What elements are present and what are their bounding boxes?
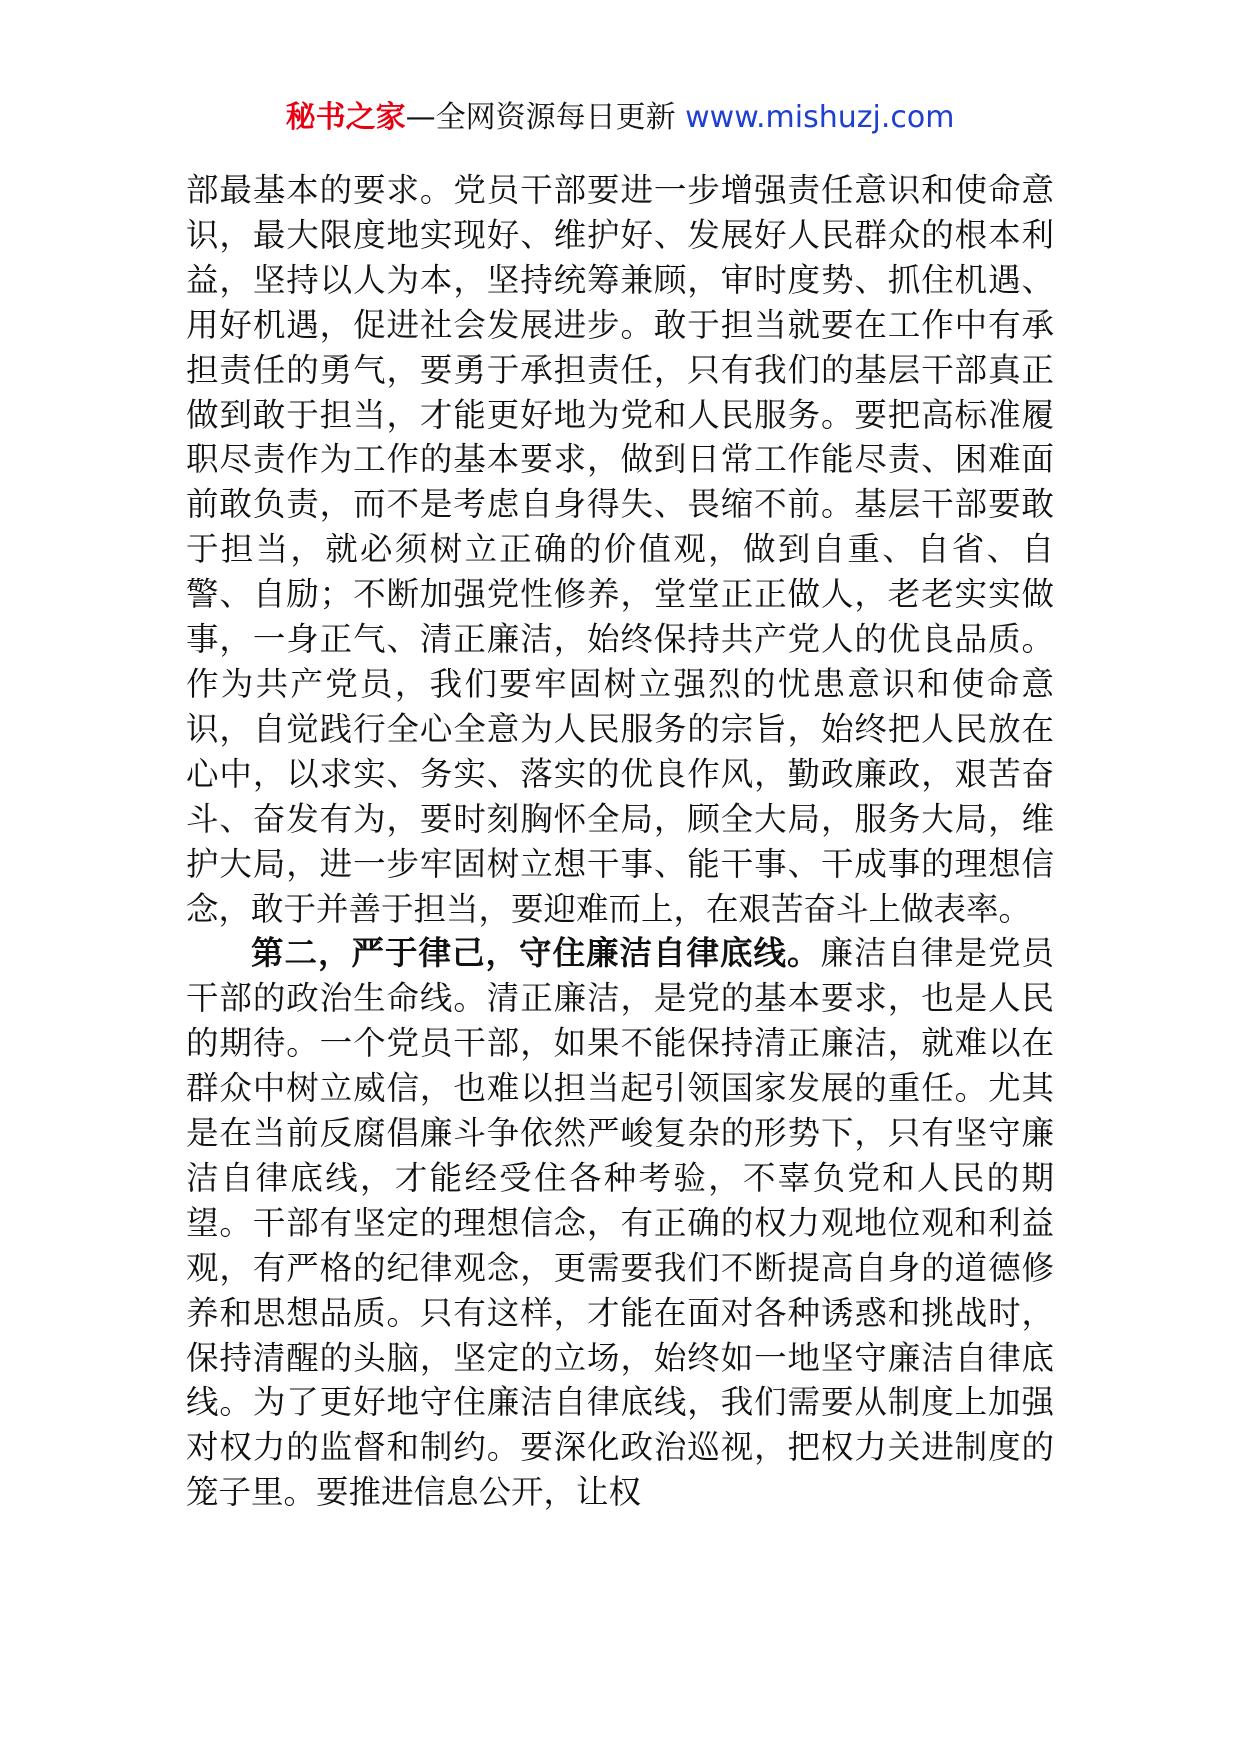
site-header bbox=[0, 98, 1240, 138]
paragraph-second-body: 廉洁自律是党员干部的政治生命线。清正廉洁，是党的基本要求，也是人民的期待。一个党员干部，如果不能保持清正廉洁，就难以在群众中树立威信，也难以担当起引领国家发展的重任。尤其是在当前反腐倡廉斗争依然严峻复杂的形势下，只有坚守廉洁自律底线，才能经受住各种考验，不辜负党和人民的期望。干部有坚定的理想信念，有正确的权力观地位观和利益观，有严格的纪律观念，更需要我们不断提高自身的道德修养和思想品质。只有这样，才能在面对各种诱惑和挑战时，保持清醒的头脑，坚定的立场，始终如一地坚守廉洁自律底线。为了更好地守住廉洁自律底线，我们需要从制度上加强对权力的监督和制约。要深化政治巡视，把权力关进制度的笼子里。要推进信息公开，让权 bbox=[186, 934, 1054, 1512]
paragraph-continuation: 部最基本的要求。党员干部要进一步增强责任意识和使命意识，最大限度地实现好、维护好、发展好人民群众的根本利益，坚持以人为本，坚持统筹兼顾，审时度势、抓住机遇、用好机遇，促进社会发展进步。敢于担当就要在工作中有承担责任的勇气，要勇于承担责任，只有我们的基层干部真正做到敢于担当，才能更好地为党和人民服务。要把高标准履职尽责作为工作的基本要求，做到日常工作能尽责、困难面前敢负责，而不是考虑自身得失、畏缩不前。基层干部要敢于担当，就必须树立正确的价值观，做到自重、自省、自警、自励；不断加强党性修养，堂堂正正做人，老老实实做事，一身正气、清正廉洁，始终保持共产党人的优良品质。作为共产党员，我们要牢固树立强烈的忧患意识和使命意识，自觉践行全心全意为人民服务的宗旨，始终把人民放在心中，以求实、务实、落实的优良作风，勤政廉政，艰苦奋斗、奋发有为，要时刻胸怀全局，顾全大局，服务大局，维护大局，进一步牢固树立想干事、能干事、干成事的理想信念，敢于并善于担当，要迎难而上，在艰苦奋斗上做表率。 bbox=[186, 171, 1054, 928]
brand-name: 秘书之家 bbox=[285, 100, 406, 135]
paragraph-second-point bbox=[186, 931, 1054, 1515]
site-url-link[interactable]: www.mishuzj.com bbox=[685, 100, 955, 135]
document-body bbox=[186, 168, 1054, 1515]
section-heading-second: 第二，严于律己，守住廉洁自律底线。 bbox=[251, 934, 821, 973]
site-tagline: —全网资源每日更新 bbox=[405, 100, 686, 135]
